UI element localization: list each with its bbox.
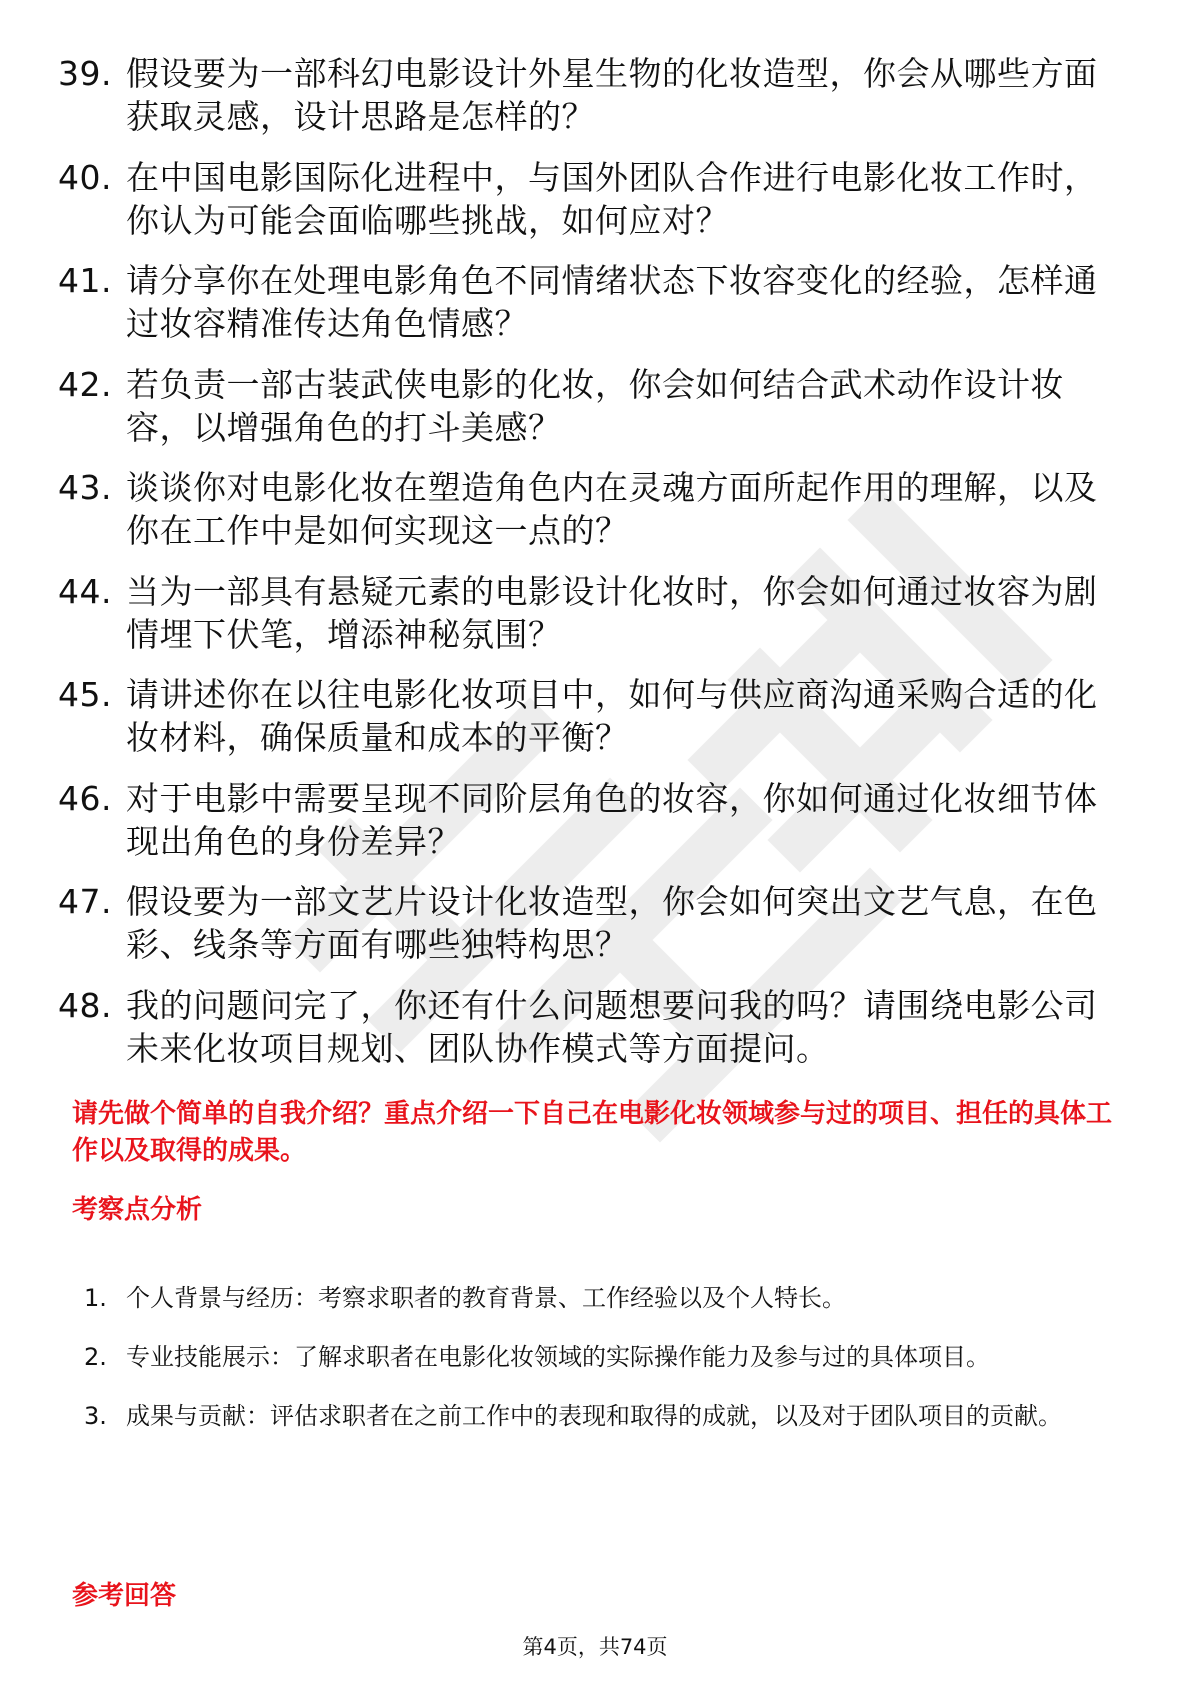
question-text: 若负责一部古装武侠电影的化妆，你会如何结合武术动作设计妆容，以增强角色的打斗美感？ (126, 364, 1064, 447)
question-text: 假设要为一部文艺片设计化妆造型，你会如何突出文艺气息，在色彩、线条等方面有哪些独特构思？ (126, 882, 1098, 964)
question-text: 在中国电影国际化进程中，与国外团队合作进行电影化妆工作时，你认为可能会面临哪些挑战，如何应对？ (126, 157, 1098, 240)
question-text: 当为一部具有悬疑元素的电影设计化妆时，你会如何通过妆容为剧情埋下伏笔，增添神秘氛围？ (126, 571, 1098, 654)
question-item (58, 984, 1118, 1070)
question-item (58, 880, 1118, 966)
analysis-list (84, 1270, 1124, 1447)
analysis-heading: 考察点分析 (72, 1195, 203, 1225)
analysis-item (84, 1329, 1124, 1386)
question-text: 对于电影中需要呈现不同阶层角色的妆容，你如何通过化妆细节体现出角色的身份差异？ (126, 778, 1098, 861)
question-number: 43. (58, 468, 112, 507)
question-item (58, 52, 1118, 138)
question-text: 假设要为一部科幻电影设计外星生物的化妆造型，你会从哪些方面获取灵感，设计思路是怎样的？ (126, 54, 1098, 136)
analysis-item (84, 1388, 1124, 1445)
analysis-number: 3. (84, 1402, 107, 1430)
question-number: 40. (58, 157, 112, 197)
question-text: 请分享你在处理电影角色不同情绪状态下妆容变化的经验，怎样通过妆容精准传达角色情感？ (126, 261, 1098, 343)
question-text: 请讲述你在以往电影化妆项目中，如何与供应商沟通采购合适的化妆材料，确保质量和成本的平衡？ (126, 675, 1098, 757)
analysis-text: 专业技能展示：了解求职者在电影化妆领域的实际操作能力及参与过的具体项目。 (126, 1343, 990, 1371)
question-item (58, 466, 1118, 552)
question-item (58, 777, 1118, 863)
page-footer: 第4页，共74页 (522, 1635, 668, 1659)
analysis-text: 成果与贡献：评估求职者在之前工作中的表现和取得的成就，以及对于团队项目的贡献。 (126, 1402, 1062, 1430)
question-number: 46. (58, 778, 112, 818)
question-number: 45. (58, 675, 112, 714)
question-text: 我的问题问完了，你还有什么问题想要问我的吗？请围绕电影公司未来化妆项目规划、团队协作模式等方面提问。 (126, 985, 1098, 1068)
reference-heading: 参考回答 (72, 1581, 177, 1611)
intro-question: 请先做个简单的自我介绍？重点介绍一下自己在电影化妆领域参与过的项目、担任的具体工作以及取得的成果。 (72, 1099, 1113, 1166)
question-number: 41. (58, 261, 112, 300)
analysis-item (84, 1270, 1124, 1327)
question-number: 44. (58, 571, 112, 611)
question-number: 42. (58, 364, 112, 404)
question-number: 47. (58, 882, 112, 921)
question-item (58, 259, 1118, 345)
question-list (58, 52, 1118, 1087)
question-number: 39. (58, 54, 112, 93)
question-item (58, 570, 1118, 656)
question-item (58, 156, 1118, 242)
question-item (58, 673, 1118, 759)
analysis-number: 2. (84, 1343, 107, 1371)
analysis-text: 个人背景与经历：考察求职者的教育背景、工作经验以及个人特长。 (126, 1284, 846, 1312)
question-text: 谈谈你对电影化妆在塑造角色内在灵魂方面所起作用的理解，以及你在工作中是如何实现这一点的？ (126, 468, 1098, 550)
analysis-number: 1. (84, 1284, 107, 1312)
question-item (58, 363, 1118, 449)
question-number: 48. (58, 985, 112, 1025)
